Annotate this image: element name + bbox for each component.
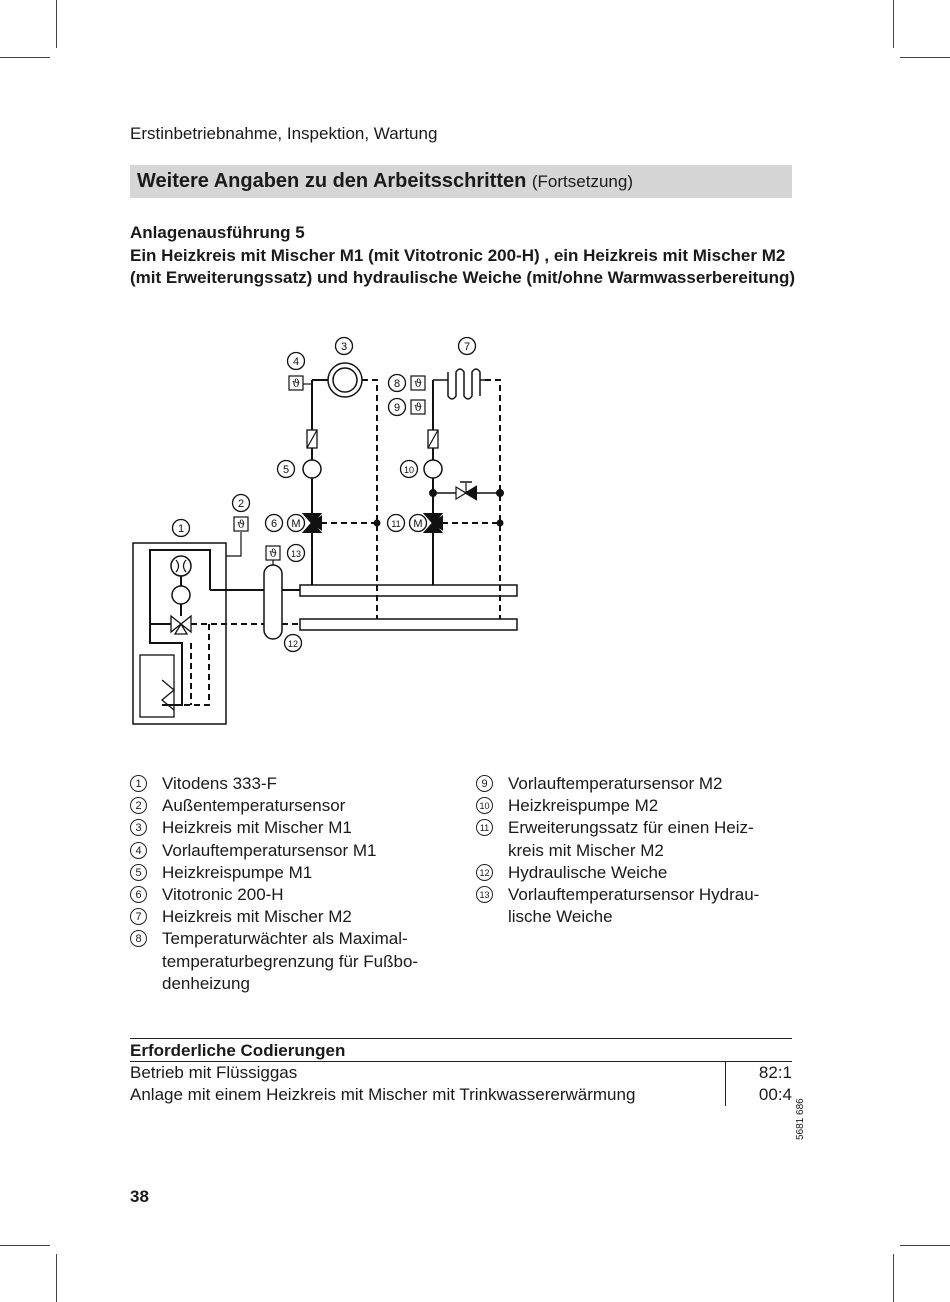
callout-8 xyxy=(389,375,406,392)
crop-mark xyxy=(900,1245,950,1246)
chapter-title: Erstinbetriebnahme, Inspektion, Wartung xyxy=(130,124,438,143)
page-number: 38 xyxy=(130,1187,149,1206)
callout-6 xyxy=(266,515,283,532)
coding-value: 82:1 xyxy=(725,1062,792,1084)
svg-text:12: 12 xyxy=(287,639,299,649)
svg-text:10: 10 xyxy=(403,465,415,475)
callout-5 xyxy=(278,461,295,478)
legend-item: 6 Vitotronic 200-H xyxy=(130,884,460,906)
legend-left xyxy=(130,773,460,995)
motor-symbol: M xyxy=(291,518,301,530)
sensor-symbol: ϑ xyxy=(237,518,245,531)
coding-value: 00:4 xyxy=(725,1084,792,1106)
sensor-symbol: ϑ xyxy=(269,547,277,560)
svg-text:2: 2 xyxy=(237,498,245,510)
crop-mark xyxy=(56,0,57,48)
codings-header: Erforderliche Codierungen xyxy=(130,1038,792,1062)
table-row xyxy=(130,1062,792,1084)
section-banner xyxy=(130,165,792,198)
callout-12 xyxy=(285,635,302,652)
legend-item: 7 Heizkreis mit Mischer M2 xyxy=(130,906,460,928)
section-heading xyxy=(130,222,800,290)
callout-10 xyxy=(401,461,418,478)
legend-item: 11 Erweiterungssatz für einen Heiz- kreis mit Mischer M2 xyxy=(476,817,796,861)
required-codings-table xyxy=(130,1038,792,1106)
svg-text:6: 6 xyxy=(270,518,278,530)
svg-text:7: 7 xyxy=(463,341,471,353)
callout-4 xyxy=(288,353,305,370)
callout-9 xyxy=(389,399,406,416)
legend-item: 1 Vitodens 333-F xyxy=(130,773,460,795)
crop-mark xyxy=(0,1245,50,1246)
svg-text:4: 4 xyxy=(292,356,300,368)
callout-7 xyxy=(459,338,476,355)
legend-item: 4 Vorlauftemperatursensor M1 xyxy=(130,840,460,862)
callout-2 xyxy=(233,495,250,512)
section-subtitle: Ein Heizkreis mit Mischer M1 (mit Vitotronic 200-H) , ein Heizkreis mit Mischer M2 (mit Erweiterungssatz) und hydraulische Weiche (mit/ohne Warmwasserbereitung) xyxy=(130,245,796,287)
legend-item: 2 Außentemperatursensor xyxy=(130,795,460,817)
circuit-m2 xyxy=(418,369,503,619)
coding-label: Betrieb mit Flüssiggas xyxy=(130,1063,298,1082)
banner-title: Weitere Angaben zu den Arbeitsschritten xyxy=(137,170,527,192)
svg-text:13: 13 xyxy=(290,549,302,559)
legend-item: 9 Vorlauftemperatursensor M2 xyxy=(476,773,796,795)
svg-text:8: 8 xyxy=(393,378,401,390)
callout-1 xyxy=(173,520,190,537)
legend-right xyxy=(476,773,796,928)
legend-item: 12 Hydraulische Weiche xyxy=(476,862,796,884)
legend-item: 3 Heizkreis mit Mischer M1 xyxy=(130,817,460,839)
motor-symbol: M xyxy=(413,518,423,530)
svg-text:11: 11 xyxy=(391,519,401,529)
hydraulic-schematic xyxy=(125,333,525,733)
circuit-m1 xyxy=(296,363,380,619)
svg-text:3: 3 xyxy=(340,341,348,353)
sensor-symbol: ϑ xyxy=(414,401,422,414)
crop-mark xyxy=(893,0,894,48)
crop-mark xyxy=(893,1254,894,1302)
callout-13 xyxy=(288,545,305,562)
sensor-symbol: ϑ xyxy=(414,377,422,390)
sensor-symbol: ϑ xyxy=(292,377,300,390)
coding-label: Anlage mit einem Heizkreis mit Mischer mit Trinkwassererwärmung xyxy=(130,1085,636,1104)
section-title: Anlagenausführung 5 xyxy=(130,223,305,242)
legend-item: 5 Heizkreispumpe M1 xyxy=(130,862,460,884)
boiler-unit xyxy=(133,543,226,724)
table-row xyxy=(130,1084,792,1106)
callout-3 xyxy=(336,338,353,355)
crop-mark xyxy=(0,57,50,58)
svg-text:9: 9 xyxy=(393,402,401,414)
legend-item: 10 Heizkreispumpe M2 xyxy=(476,795,796,817)
legend-item: 8 Temperaturwächter als Maximal- temperaturbegrenzung für Fußbo- denheizung xyxy=(130,928,460,995)
svg-text:1: 1 xyxy=(177,523,185,535)
document-number: 5681 686 xyxy=(795,1098,806,1140)
svg-text:5: 5 xyxy=(282,464,290,476)
legend-item: 13 Vorlauftemperatursensor Hydrau- lische Weiche xyxy=(476,884,796,928)
crop-mark xyxy=(56,1254,57,1302)
crop-mark xyxy=(900,57,950,58)
callout-11 xyxy=(388,515,405,532)
banner-continuation: (Fortsetzung) xyxy=(531,172,633,191)
